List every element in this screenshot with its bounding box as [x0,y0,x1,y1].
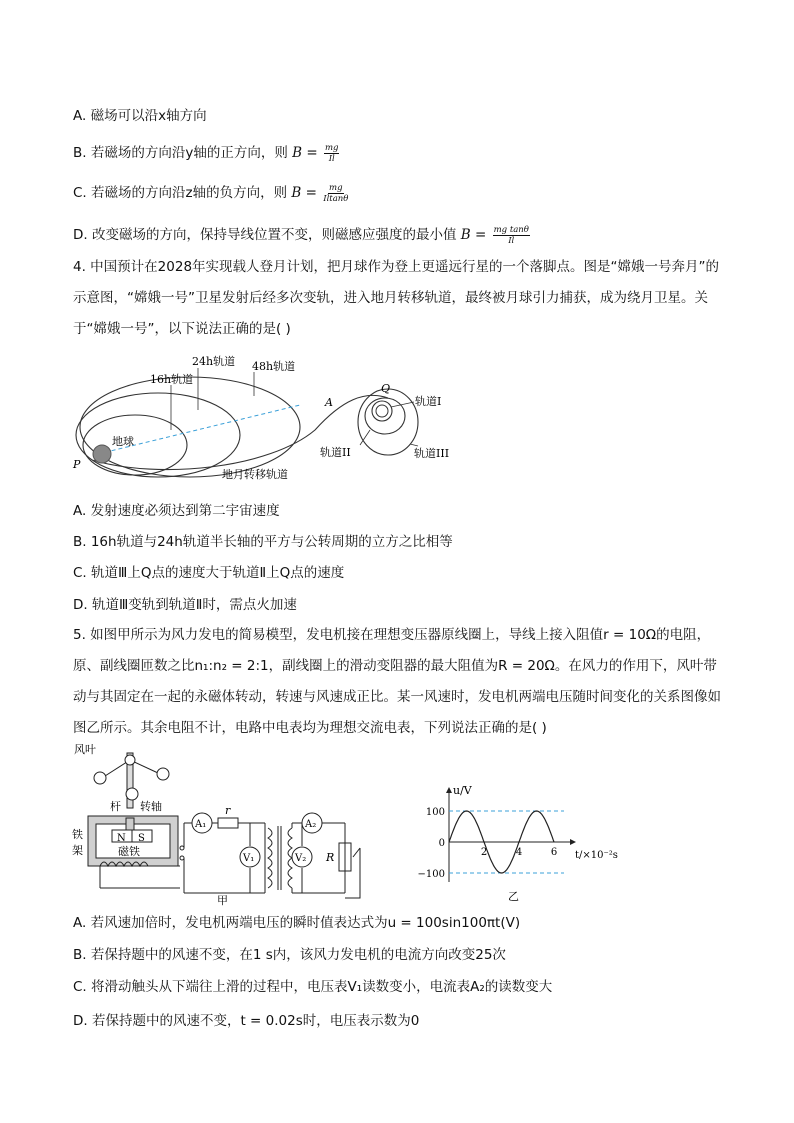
label-r: r [225,804,231,817]
x-tick-label: 4 [515,847,523,858]
label-a: A [325,396,333,409]
q4-orbit-figure [70,350,470,490]
q4-option-a: A. 发射速度必须达到第二宇宙速度 [73,503,280,519]
chart-caption: 乙 [508,890,519,903]
label-wind-blade: 风叶 [74,743,96,756]
q3-option-b-text: B. 若磁场的方向沿y轴的正方向，则 [73,145,288,161]
x-tick-label: 2 [480,847,488,858]
q3-option-c [73,181,348,204]
hub-icon [125,755,135,765]
q5-option-c: C. 将滑动触头从下端往上滑的过程中，电压表V₁读数变小，电流表A₂的读数变大 [73,979,553,995]
x-axis-label: t/×10⁻²s [575,850,618,861]
label-48h: 48h轨道 [252,360,296,373]
q5-generator-circuit-figure [70,738,370,906]
label-a2: A₂ [305,819,317,830]
label-R: R [326,851,335,864]
fraction-numerator: mg [324,142,339,153]
fraction-numerator: mg [329,182,343,193]
wind-blade-icon [126,788,138,800]
q5-option-a: A. 若风速加倍时，发电机两端电压的瞬时值表达式为u = 100sin100πt(V) [73,915,521,931]
fraction-denominator: Iltanθ [323,193,349,204]
moon-icon [376,405,388,417]
q5-voltage-time-chart [415,782,645,904]
label-v1: V₁ [243,853,255,864]
q3-option-c-text: C. 若磁场的方向沿z轴的负方向，则 [73,185,288,201]
q3-option-d-text: D. 改变磁场的方向，保持导线位置不变，则磁感应强度的最小值 [73,227,457,243]
y-tick-label: 100 [425,807,445,818]
label-rod: 杆 [110,800,121,813]
label-n: N [117,833,126,844]
label-orbit-ii: 轨道II [320,446,351,459]
q3-option-d-fraction [493,225,530,246]
caption-jia: 甲 [217,894,228,906]
y-axis-label: u/V [453,784,472,797]
label-earth: 地球 [112,435,134,448]
earth-icon [93,445,111,463]
label-a1: A₁ [195,819,207,830]
label-q: Q [381,382,391,395]
q4-option-c: C. 轨道Ⅲ上Q点的速度大于轨道Ⅱ上Q点的速度 [73,565,345,581]
fraction-numerator: mg tanθ [493,224,529,235]
label-shaft: 转轴 [140,800,162,813]
label-24h: 24h轨道 [192,355,236,368]
q5-stem: 5. 如图甲所示为风力发电的简易模型，发电机接在理想变压器原线圈上，导线上接入阻值r = 10Ω的电阻，原、副线圈匝数之比n₁:n₂ = 2:1，副线圈上的滑动变阻器的最大阻值为R = 20Ω。在风力的作用下，风叶带动与其固定在一起的永磁体转动，转速与风速成正比。某一风速时，发电机两端电压随时间变化的关系图像如图乙所示。其余电阻不计，电路中电表均为理想交流电表，下列说法正确的是( ) [73,627,721,736]
q5-option-d: D. 若保持题中的风速不变，t = 0.02s时，电压表示数为0 [73,1013,420,1029]
q4-stem: 4. 中国预计在2028年实现载人登月计划，把月球作为登上更遥远行星的一个落脚点。图是“嫦娥一号奔月”的示意图，“嫦娥一号”卫星发射后经多次变轨，进入地月转移轨道，最终被月球引力捕获，成为绕月卫星。关于“嫦娥一号”，以下说法正确的是( ) [73,259,720,337]
q3-option-d [73,223,530,246]
label-iron-1: 铁 [72,828,83,841]
label-p: P [73,458,81,471]
label-magnet: 磁铁 [118,845,140,858]
wind-blade-icon [94,772,106,784]
label-transfer: 地月转移轨道 [222,468,288,481]
q3-option-b-fraction [324,143,340,164]
q3-option-c-math: B = [291,185,317,201]
y-tick-label: 0 [438,838,445,849]
label-orbit-iii: 轨道III [414,447,450,460]
q4-option-b: B. 16h轨道与24h轨道半长轴的平方与公转周期的立方之比相等 [73,534,453,550]
orbit-24h [76,393,240,477]
label-s: S [138,833,145,844]
orbit-iii [358,389,418,455]
fraction-denominator: Il [328,153,335,164]
label-v2: V₂ [295,853,307,864]
q3-option-b-math: B = [292,145,318,161]
orbit-48h [80,377,300,477]
label-orbit-i: 轨道I [415,395,442,408]
label-iron-2: 架 [72,844,83,857]
fraction-denominator: Il [508,235,515,246]
wind-blade-icon [157,768,169,780]
q3-option-b [73,141,339,164]
x-tick-label: 6 [550,847,558,858]
y-tick-label: −100 [417,869,445,880]
q5-option-b: B. 若保持题中的风速不变，在1 s内，该风力发电机的电流方向改变25次 [73,947,506,963]
q3-option-c-fraction [323,183,348,204]
label-16h: 16h轨道 [150,373,194,386]
q3-option-d-math: B = [460,227,487,243]
q3-option-a: A. 磁场可以沿x轴方向 [73,108,207,124]
q4-option-d: D. 轨道Ⅲ变轨到轨道Ⅱ时，需点火加速 [73,597,297,613]
